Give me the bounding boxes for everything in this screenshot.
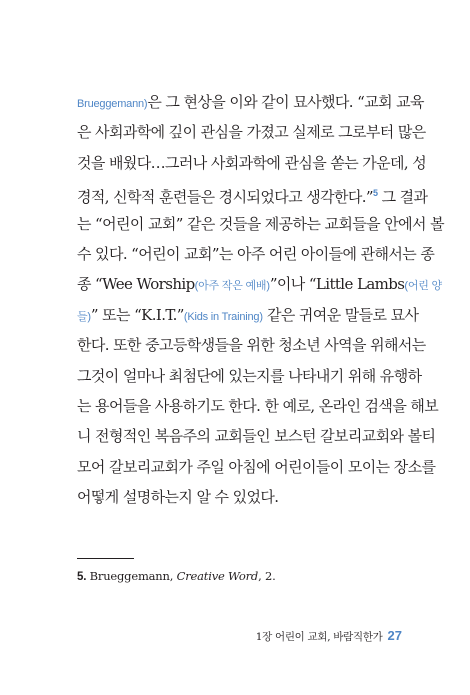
footnote-number: 5. (77, 571, 87, 583)
text-line-11: 는 용어들을 사용하기도 한다. 한 예로, 온라인 검색을 해보 (77, 396, 439, 415)
text-segment: ”이나 “Little Lambs (269, 275, 405, 294)
footnote-page: , 2. (258, 569, 276, 583)
running-footer (256, 628, 402, 644)
chapter-title: 1장 어린이 교회, 바람직한가 (255, 631, 383, 643)
text-line-4 (77, 178, 428, 208)
text-line-13: 모어 갈보리교회가 주일 아침에 어린이들이 모이는 장소를 (77, 457, 436, 476)
translation-gloss: (Kids in Training) (183, 310, 263, 323)
footnote-book-title: Creative Word (176, 569, 259, 583)
text-segment: ” 또는 “K.I.T.” (90, 305, 184, 324)
text-line-7 (77, 269, 442, 299)
text-line-8 (77, 300, 419, 330)
text-line-14: 어떻게 설명하는지 알 수 있었다. (77, 488, 279, 507)
text-line-2: 은 사회과학에 깊이 관심을 가졌고 실제로 그로부터 많은 (77, 123, 426, 142)
footnote-divider (77, 558, 134, 559)
translation-gloss: (아주 작은 예배) (194, 280, 270, 293)
text-line-10: 그것이 얼마나 최첨단에 있는지를 나타내기 위해 유행하 (77, 366, 422, 385)
text-line-1 (77, 87, 424, 117)
text-segment: 같은 귀여운 말들로 묘사 (262, 305, 419, 324)
text-segment: 경적, 신학적 훈련들은 경시되었다고 생각한다.” (77, 188, 373, 207)
author-gloss: Brueggemann) (77, 98, 148, 110)
footnote-author: Brueggemann, (86, 569, 177, 583)
footnote (77, 569, 276, 583)
text-line-6: 수 있다. “어린이 교회”는 아주 어린 아이들에 관해서는 종 (77, 244, 435, 263)
text-segment: 은 그 현상을 이와 같이 묘사했다. “교회 교육 (147, 93, 424, 111)
translation-gloss: 들) (77, 310, 91, 323)
text-line-5: 는 “어린이 교회” 같은 것들을 제공하는 교회들을 안에서 볼 (77, 214, 444, 233)
page-number: 27 (387, 628, 402, 643)
text-segment: 종 “Wee Worship (77, 275, 195, 294)
body-paragraph (77, 87, 444, 512)
text-line-12: 니 전형적인 복음주의 교회들인 보스턴 갈보리교회와 볼티 (77, 427, 436, 446)
text-segment: 그 결과 (377, 188, 428, 207)
footnote-reference: 5 (373, 188, 378, 199)
translation-gloss: (어린 양 (404, 280, 442, 293)
text-line-9: 한다. 또한 중고등학생들을 위한 청소년 사역을 위해서는 (77, 336, 426, 355)
text-line-3: 것을 배웠다…그러나 사회과학에 관심을 쏟는 가운데, 성 (77, 153, 427, 172)
